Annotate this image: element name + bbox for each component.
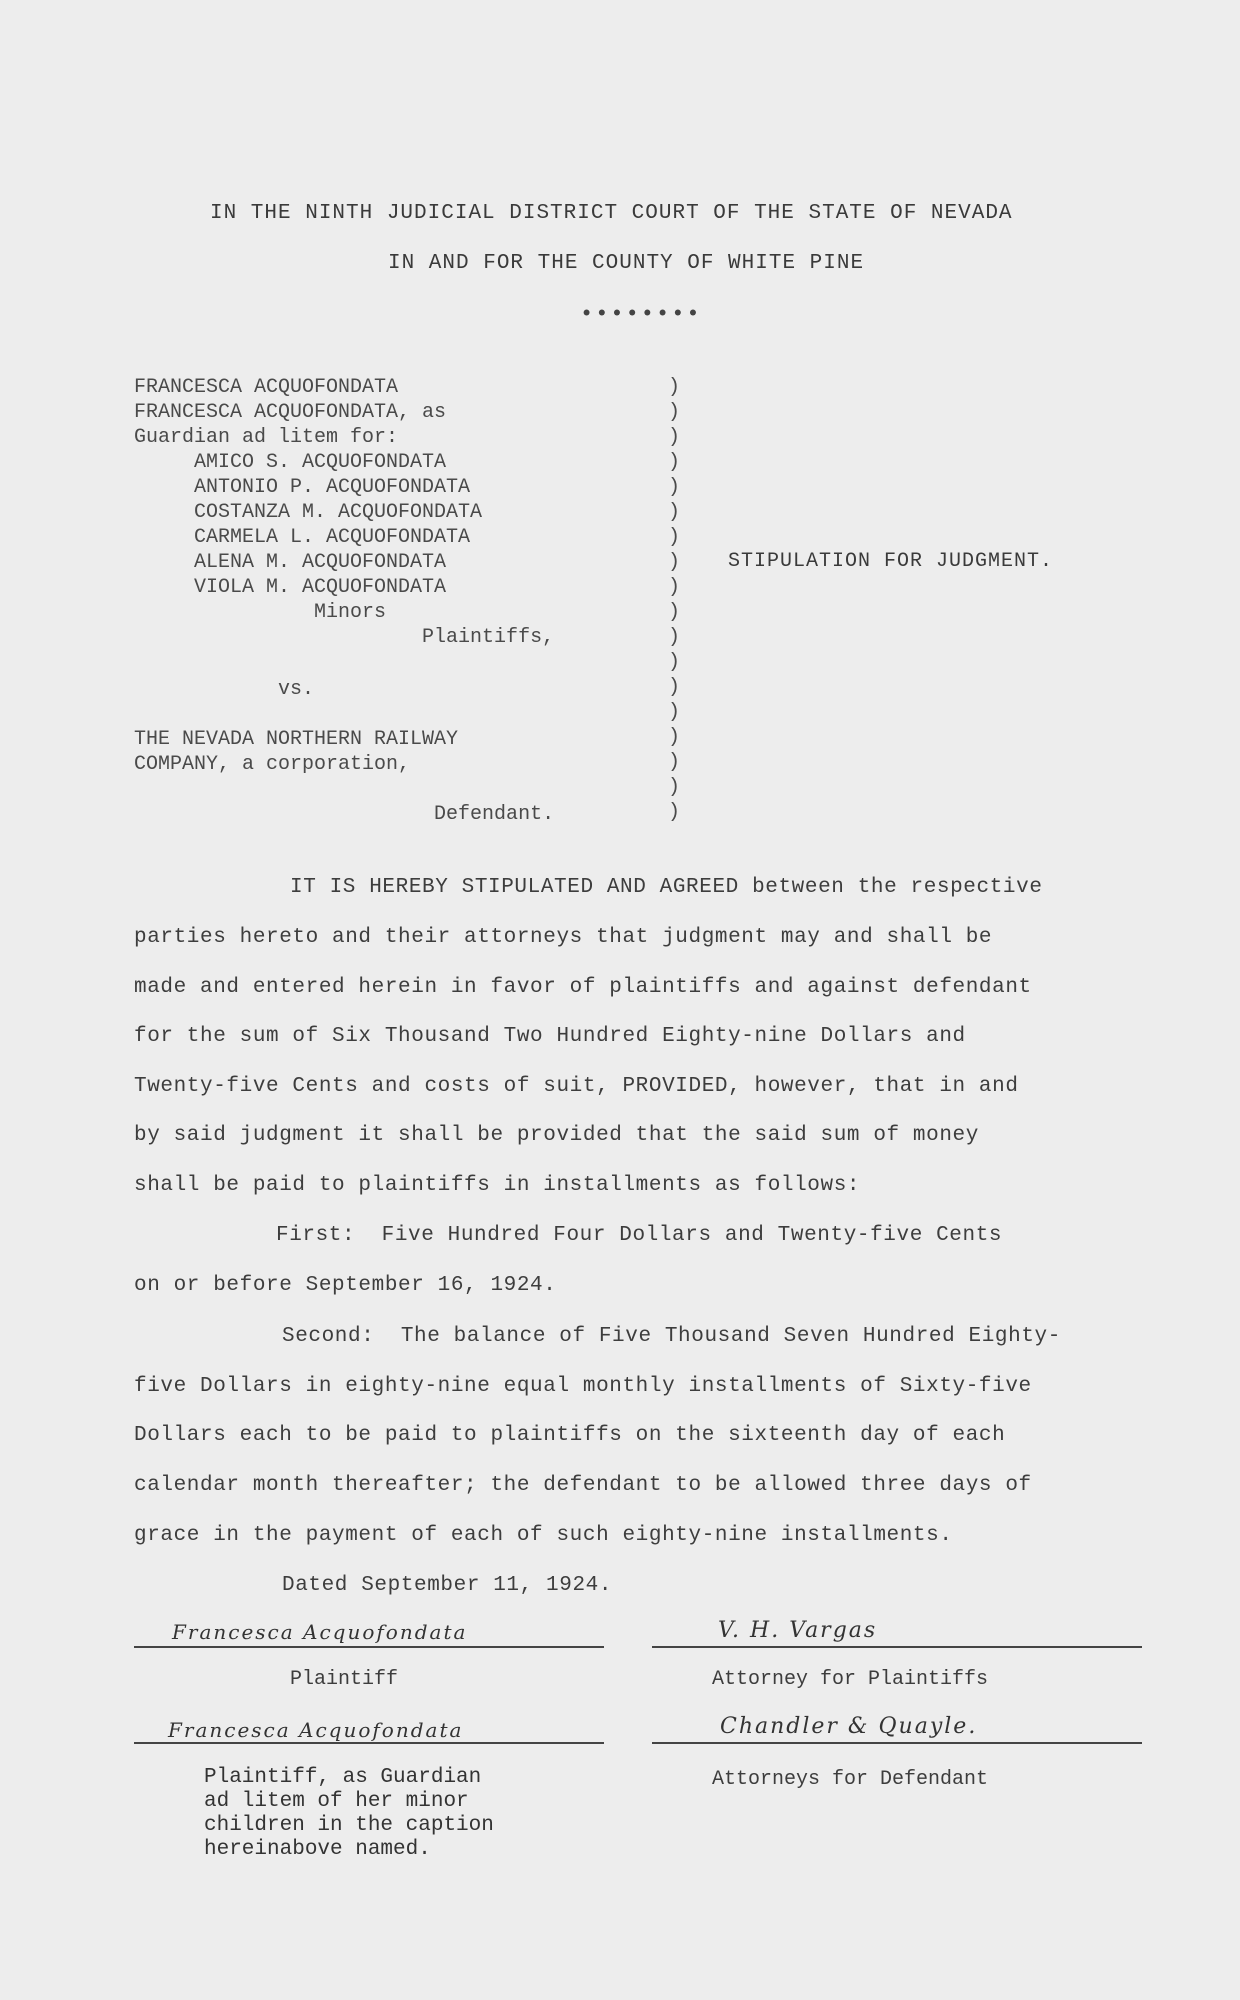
body-line: Second: The balance of Five Thousand Seven Hundred Eighty- (282, 1325, 1061, 1348)
body-line: for the sum of Six Thousand Two Hundred Eighty-nine Dollars and (134, 1025, 966, 1048)
caption-line: COMPANY, a corporation, (134, 753, 411, 776)
guardian-label-line: children in the caption (204, 1814, 494, 1837)
body-line: five Dollars in eighty-nine equal monthly installments of Sixty-five (134, 1375, 1032, 1398)
caption-line: Plaintiffs, (134, 626, 555, 649)
caption-line: FRANCESCA ACQUOFONDATA, as (134, 401, 447, 424)
guardian-label-line: hereinabove named. (204, 1838, 431, 1861)
caption-line: Minors (134, 601, 387, 624)
attorney-defendant-signature-line (652, 1742, 1142, 1744)
attorney-defendant-signature: Chandler & Quayle. (720, 1714, 978, 1739)
caption-line: VIOLA M. ACQUOFONDATA (134, 576, 447, 599)
attorney-defendant-label: Attorneys for Defendant (712, 1768, 989, 1791)
body-line: shall be paid to plaintiffs in installments as follows: (134, 1174, 861, 1197)
body-line: made and entered herein in favor of plaintiffs and against defendant (134, 976, 1032, 999)
body-line: Twenty-five Cents and costs of suit, PROVIDED, however, that in and (134, 1075, 1019, 1098)
caption-line: Guardian ad litem for: (134, 426, 399, 449)
body-line: First: Five Hundred Four Dollars and Twenty-five Cents (276, 1224, 1003, 1247)
body-line: IT IS HEREBY STIPULATED AND AGREED between the respective (290, 876, 1043, 899)
caption-line: THE NEVADA NORTHERN RAILWAY (134, 728, 459, 751)
attorney-plaintiffs-signature: V. H. Vargas (718, 1618, 878, 1643)
plaintiff-label: Plaintiff (290, 1668, 399, 1691)
court-heading-line2: IN AND FOR THE COUNTY OF WHITE PINE (388, 252, 865, 275)
heading-separator: •••••••• (580, 302, 702, 327)
body-line: on or before September 16, 1924. (134, 1274, 557, 1297)
guardian-signature-line (134, 1742, 604, 1744)
guardian-label-line: Plaintiff, as Guardian (204, 1766, 482, 1789)
guardian-signature: Francesca Acquofondata (168, 1718, 464, 1742)
caption-line: AMICO S. ACQUOFONDATA (134, 451, 447, 474)
dated-line: Dated September 11, 1924. (282, 1574, 613, 1597)
caption-line: Defendant. (134, 803, 555, 826)
body-line: Dollars each to be paid to plaintiffs on the sixteenth day of each (134, 1424, 1006, 1447)
caption-line: ALENA M. ACQUOFONDATA (134, 551, 447, 574)
plaintiff-signature: Francesca Acquofondata (172, 1620, 468, 1644)
caption-line: vs. (134, 678, 315, 701)
caption-line: FRANCESCA ACQUOFONDATA (134, 376, 399, 399)
caption-line: ANTONIO P. ACQUOFONDATA (134, 476, 471, 499)
body-line: grace in the payment of each of such eighty-nine installments. (134, 1524, 953, 1547)
body-line: parties hereto and their attorneys that judgment may and shall be (134, 926, 993, 949)
body-line: by said judgment it shall be provided that the said sum of money (134, 1124, 979, 1147)
document-title: STIPULATION FOR JUDGMENT. (728, 550, 1054, 573)
plaintiff-signature-line (134, 1646, 604, 1648)
guardian-label-line: ad litem of her minor (204, 1790, 469, 1813)
body-line: calendar month thereafter; the defendant to be allowed three days of (134, 1474, 1032, 1497)
caption-bracket: ) ) ) ) ) ) ) ) ) ) ) ) ) ) ) ) ) ) (668, 376, 681, 824)
attorney-plaintiffs-label: Attorney for Plaintiffs (712, 1668, 989, 1691)
caption-line: CARMELA L. ACQUOFONDATA (134, 526, 471, 549)
court-heading-line1: IN THE NINTH JUDICIAL DISTRICT COURT OF THE STATE OF NEVADA (210, 202, 1013, 225)
caption-line: COSTANZA M. ACQUOFONDATA (134, 501, 483, 524)
attorney-plaintiffs-signature-line (652, 1646, 1142, 1648)
